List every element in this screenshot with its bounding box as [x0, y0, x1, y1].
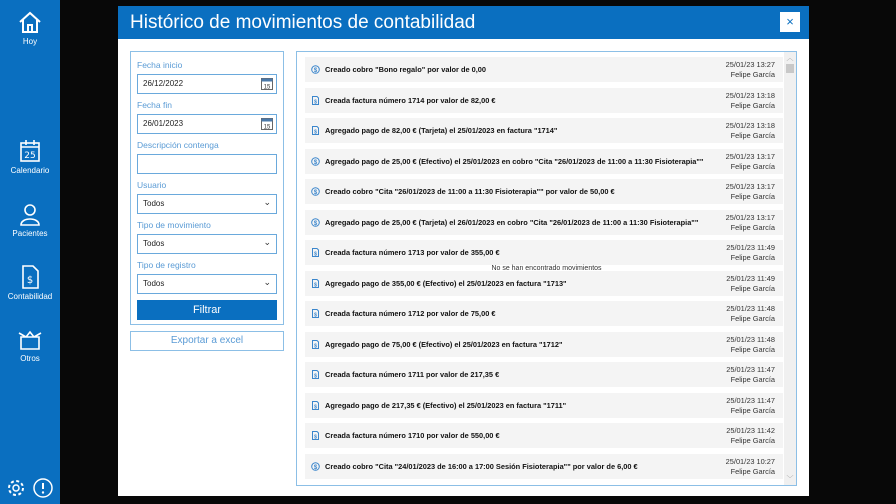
movement-user: Felipe García: [730, 344, 775, 354]
invoice-icon: [311, 340, 320, 351]
svg-text:$: $: [314, 373, 317, 379]
movement-date: 25/01/23 10:27: [725, 456, 775, 466]
sidebar-item-calendario[interactable]: [0, 139, 60, 175]
movement-date: 25/01/23 11:48: [726, 334, 775, 344]
movement-user: Felipe García: [730, 466, 775, 476]
invoice-icon: [311, 431, 320, 442]
end-date-field[interactable]: [137, 114, 277, 134]
info-icon[interactable]: [33, 478, 53, 498]
movement-description: Creada factura número 1712 por valor de 75,00 €: [325, 309, 496, 318]
svg-text:$: $: [314, 281, 317, 288]
user-select[interactable]: [137, 194, 277, 214]
invoice-icon: [311, 309, 320, 320]
svg-text:$: $: [314, 251, 317, 257]
movement-row[interactable]: [305, 362, 783, 387]
movement-row[interactable]: [305, 240, 783, 265]
movement-description: Agregado pago de 217,35 € (Efectivo) el 25/01/2023 en factura "1711": [325, 400, 567, 410]
movement-row[interactable]: [305, 210, 783, 235]
scroll-down-icon[interactable]: ﹀: [786, 476, 794, 483]
movement-row[interactable]: [305, 57, 783, 82]
chevron-down-icon: ⌄: [263, 197, 271, 207]
chevron-down-icon: ⌄: [263, 237, 271, 247]
movement-date: 25/01/23 11:49: [726, 273, 775, 283]
box-icon: [18, 329, 42, 351]
export-excel-button[interactable]: Exportar a excel: [130, 331, 284, 351]
close-button[interactable]: ×: [780, 12, 800, 32]
svg-text:25: 25: [24, 151, 36, 161]
movement-row[interactable]: [305, 179, 783, 204]
scrollbar[interactable]: [784, 52, 796, 485]
end-date-label: Fecha fin: [137, 100, 172, 110]
movement-date: 25/01/23 13:27: [725, 60, 775, 69]
movement-date: 25/01/23 13:17: [725, 182, 775, 191]
movement-user: Felipe García: [730, 405, 775, 415]
scroll-up-icon[interactable]: ︿: [786, 55, 794, 62]
home-icon: [17, 10, 43, 34]
settings-icon[interactable]: [6, 478, 26, 498]
movements-history-dialog: [118, 6, 809, 496]
svg-text:$: $: [313, 464, 318, 471]
movement-description: Creada factura número 1714 por valor de 82,00 €: [325, 95, 496, 105]
movement-user: Felipe García: [730, 131, 775, 140]
movement-description: Creada factura número 1710 por valor de 550,00 €: [325, 431, 500, 440]
movement-user: Felipe García: [730, 100, 775, 110]
movement-description: Creada factura número 1713 por valor de 355,00 €: [325, 248, 500, 257]
movement-description: Creada factura número 1711 por valor de 217,35 €: [325, 370, 500, 379]
movement-description: Agregado pago de 25,00 € (Tarjeta) el 26/01/2023 en cobro "Cita "26/01/2023 de 11:00 a 11:30 Fisioterapia"": [325, 217, 699, 227]
movement-user: Felipe García: [730, 222, 775, 232]
description-input[interactable]: [137, 154, 277, 174]
filter-panel: [130, 51, 284, 325]
movement-row[interactable]: [305, 118, 783, 143]
svg-text:$: $: [314, 434, 317, 440]
movement-row[interactable]: [305, 271, 783, 296]
movement-row[interactable]: [305, 423, 783, 448]
movement-date: 25/01/23 11:48: [726, 304, 775, 313]
movement-description: Agregado pago de 25,00 € (Efectivo) el 25/01/2023 en cobro "Cita "26/01/2023 de 11:00 a 11:30 Fisioterapia"": [325, 156, 704, 166]
chevron-down-icon: ⌄: [263, 277, 271, 287]
invoice-icon: [311, 370, 320, 381]
movement-description: Agregado pago de 82,00 € (Tarjeta) el 25/01/2023 en factura "1714": [325, 126, 558, 135]
movement-user: Felipe García: [730, 436, 775, 445]
sidebar-item-label: Contabilidad: [7, 292, 53, 301]
movement-description: Agregado pago de 75,00 € (Efectivo) el 25/01/2023 en factura "1712": [325, 339, 563, 349]
movement-user: Felipe García: [730, 375, 775, 384]
calendar-picker-icon[interactable]: [261, 118, 273, 130]
filter-button[interactable]: Filtrar: [137, 300, 277, 320]
movement-date: 25/01/23 11:42: [726, 426, 775, 435]
movement-user: Felipe García: [730, 253, 775, 262]
start-date-field[interactable]: [137, 74, 277, 94]
user-label: Usuario: [137, 180, 167, 190]
movement-row[interactable]: [305, 454, 783, 479]
invoice-icon: [19, 265, 41, 289]
record-type-value: Todos: [143, 279, 165, 288]
person-icon: [19, 202, 41, 226]
sidebar-item-pacientes[interactable]: [0, 202, 60, 238]
svg-text:$: $: [314, 403, 317, 410]
payment-icon: [311, 65, 320, 76]
invoice-icon: [311, 279, 320, 290]
payment-icon: [311, 462, 320, 473]
sidebar-item-label: Otros: [20, 354, 40, 363]
movement-type-value: Todos: [143, 239, 165, 248]
payment-icon: [311, 157, 320, 168]
movement-description: Creado cobro "Cita "26/01/2023 de 11:00 a 11:30 Fisioterapia"" por valor de 50,00 €: [325, 187, 615, 196]
svg-text:15: 15: [263, 124, 271, 130]
user-select-value: Todos: [143, 199, 165, 208]
sidebar-item-label: Pacientes: [12, 229, 48, 238]
sidebar-item-otros[interactable]: [0, 329, 60, 363]
movement-date: 25/01/23 11:47: [726, 395, 775, 405]
dialog-header: [118, 6, 809, 39]
movement-user: Felipe García: [730, 192, 775, 201]
svg-text:$: $: [26, 275, 34, 286]
svg-text:$: $: [314, 129, 317, 135]
svg-text:$: $: [314, 98, 317, 105]
movement-row[interactable]: [305, 149, 783, 174]
movement-row[interactable]: [305, 301, 783, 326]
movement-user: Felipe García: [730, 70, 775, 79]
sidebar-item-hoy[interactable]: [0, 10, 60, 46]
record-type-label: Tipo de registro: [137, 260, 196, 270]
movement-description: Creado cobro "Cita "24/01/2023 de 16:00 a 17:00 Sesión Fisioterapia"" por valor de 6,00 €: [325, 461, 638, 471]
scrollbar-thumb[interactable]: [786, 64, 794, 73]
invoice-icon: [311, 248, 320, 259]
movement-date: 25/01/23 11:47: [726, 365, 775, 374]
start-date-value: 26/12/2022: [143, 79, 184, 88]
calendar-picker-icon[interactable]: [261, 78, 273, 90]
movement-description: Agregado pago de 355,00 € (Efectivo) el 25/01/2023 en factura "1713": [325, 278, 567, 288]
svg-text:$: $: [313, 190, 318, 196]
sidebar-item-label: Hoy: [22, 37, 38, 46]
invoice-icon: [311, 126, 320, 137]
sidebar-item-contabilidad[interactable]: [0, 265, 60, 301]
dialog-title: Histórico de movimientos de contabilidad: [130, 12, 476, 33]
payment-icon: [311, 187, 320, 198]
svg-text:$: $: [313, 68, 318, 74]
movement-row[interactable]: [305, 393, 783, 418]
sidebar-item-label: Calendario: [10, 166, 50, 175]
empty-message: No se han encontrado movimientos: [491, 265, 602, 272]
invoice-icon: [311, 96, 320, 107]
movement-user: Felipe García: [730, 283, 775, 293]
calendar-icon: [19, 139, 41, 163]
movement-row[interactable]: [305, 332, 783, 357]
movement-date: 25/01/23 13:17: [725, 151, 775, 161]
movement-user: Felipe García: [730, 161, 775, 171]
movements-list: [296, 51, 797, 486]
svg-text:$: $: [313, 220, 318, 227]
movement-type-label: Tipo de movimiento: [137, 220, 211, 230]
movement-type-select[interactable]: [137, 234, 277, 254]
start-date-label: Fecha inicio: [137, 60, 183, 70]
movement-user: Felipe García: [730, 314, 775, 323]
end-date-value: 26/01/2023: [143, 119, 184, 128]
movement-date: 25/01/23 13:17: [725, 212, 775, 222]
svg-text:15: 15: [263, 84, 271, 90]
record-type-select[interactable]: [137, 274, 277, 294]
movement-date: 25/01/23 13:18: [725, 90, 775, 100]
svg-text:$: $: [314, 312, 317, 318]
sidebar: [0, 0, 60, 504]
movement-date: 25/01/23 13:18: [725, 121, 775, 130]
movement-row[interactable]: [305, 88, 783, 113]
movement-date: 25/01/23 11:49: [726, 243, 775, 252]
invoice-icon: [311, 401, 320, 412]
movement-description: Creado cobro "Bono regalo" por valor de 0,00: [325, 65, 487, 74]
description-label: Descripción contenga: [137, 140, 219, 150]
payment-icon: [311, 218, 320, 229]
svg-text:$: $: [313, 159, 318, 166]
svg-text:$: $: [314, 342, 317, 349]
